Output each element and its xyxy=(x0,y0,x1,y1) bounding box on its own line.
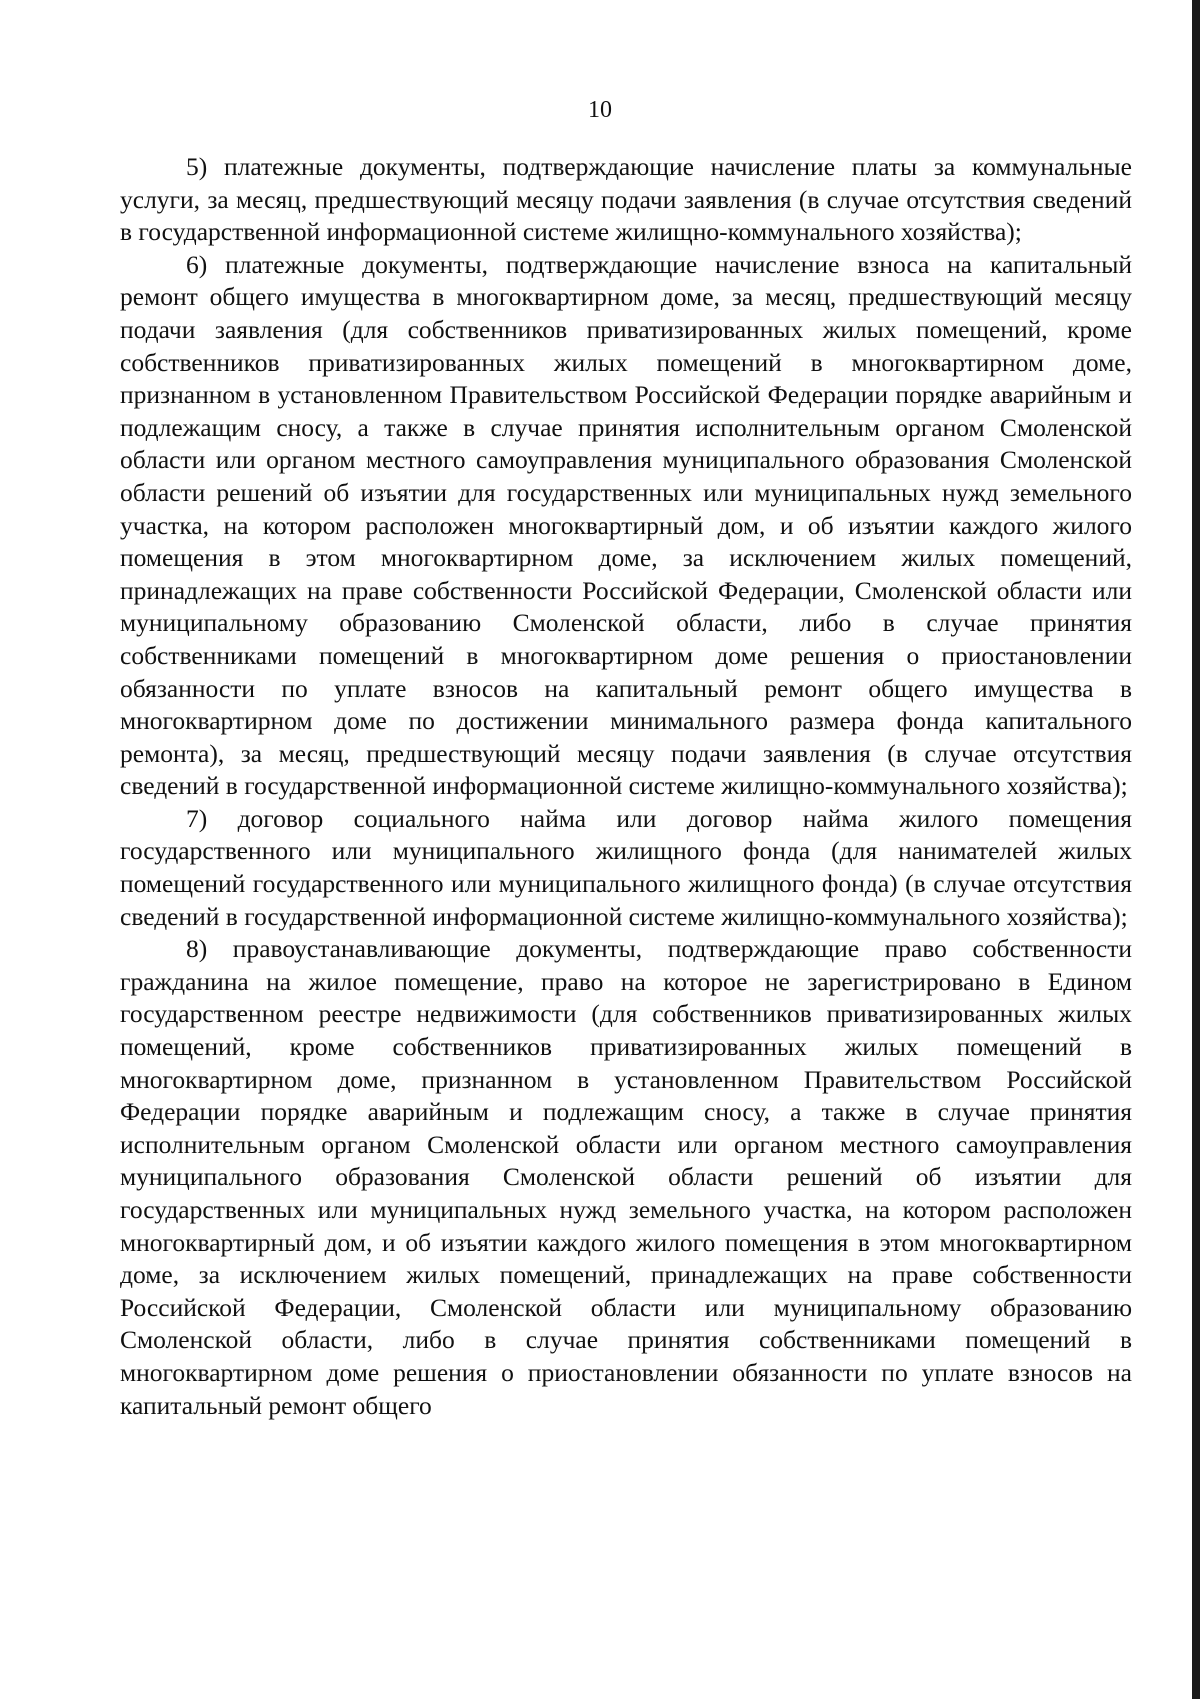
paragraph-item-8: 8) правоустанавливающие документы, подтверждающие право собственности гражданина на жилое помещение, право на которое не зарегистрировано в Едином государственном реестре недвижимости (для собственников приватизированных жилых помещений, кроме собственников приватизированных жилых помещений в многоквартирном доме, признанном в установленном Правительством Российской Федерации порядке аварийным и подлежащим сносу, а также в случае принятия исполнительным органом Смоленской области или органом местного самоуправления муниципального образования Смоленской области решений об изъятии для государственных или муниципальных нужд земельного участка, на котором расположен многоквартирный дом, и об изъятии каждого жилого помещения в этом многоквартирном доме, за исключением жилых помещений, принадлежащих на праве собственности Российской Федерации, Смоленской области или муниципальному образованию Смоленской области, либо в случае принятия собственниками помещений в многоквартирном доме решения о приостановлении обязанности по уплате взносов на капитальный ремонт общего xyxy=(120,934,1132,1420)
paragraph-item-5: 5) платежные документы, подтверждающие начисление платы за коммунальные услуги, за месяц, предшествующий месяцу подачи заявления (в случае отсутствия сведений в государственной информационной системе жилищно-коммунального хозяйства); xyxy=(120,152,1132,247)
document-body xyxy=(120,151,1132,1422)
paragraph-item-7: 7) договор социального найма или договор найма жилого помещения государственного или муниципального жилищного фонда (для нанимателей жилых помещений государственного или муниципального жилищного фонда) (в случае отсутствия сведений в государственной информационной системе жилищно-коммунального хозяйства); xyxy=(120,803,1132,931)
page-number: 10 xyxy=(588,97,612,123)
scan-page-edge xyxy=(1192,0,1200,1699)
paragraph-item-6: 6) платежные документы, подтверждающие начисление взноса на капитальный ремонт общего имущества в многоквартирном доме, за месяц, предшествующий месяцу подачи заявления (для собственников приватизированных жилых помещений, кроме собственников приватизированных жилых помещений в многоквартирном доме, признанном в установленном Правительством Российской Федерации порядке аварийным и подлежащим сносу, а также в случае принятия исполнительным органом Смоленской области или органом местного самоуправления муниципального образования Смоленской области решений об изъятии для государственных или муниципальных нужд земельного участка, на котором расположен многоквартирный дом, и об изъятии каждого жилого помещения в этом многоквартирном доме, за исключением жилых помещений, принадлежащих на праве собственности Российской Федерации, Смоленской области или муниципальному образованию Смоленской области, либо в случае принятия собственниками помещений в многоквартирном доме решения о приостановлении обязанности по уплате взносов на капитальный ремонт общего имущества в многоквартирном доме по достижении минимального размера фонда капитального ремонта), за месяц, предшествующий месяцу подачи заявления (в случае отсутствия сведений в государственной информационной системе жилищно-коммунального хозяйства); xyxy=(120,249,1132,801)
